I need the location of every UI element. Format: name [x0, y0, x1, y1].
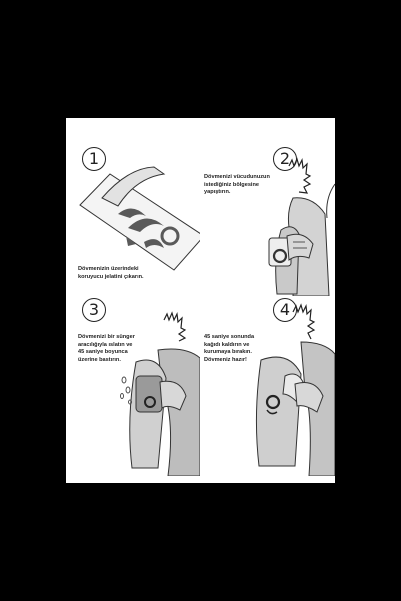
letterbox-top — [0, 0, 401, 118]
step-4-number: 4 — [273, 298, 297, 322]
water-drops-icon — [121, 377, 132, 404]
step-3-panel — [66, 298, 200, 476]
step-3-line-2: aracılığıyla ıslatın ve — [78, 341, 133, 348]
step-1-line-2: koruyucu jelatini çıkarın. — [78, 273, 144, 280]
step-2-line-1: Dövmenizi vücudunuzun — [204, 174, 270, 180]
step-2-line-3: yapıştırın. — [204, 189, 231, 196]
step-4-line-3: kurumaya bırakın. — [204, 349, 252, 356]
step-2-line-2: istediğiniz bölgesine — [204, 181, 260, 188]
step-4-line-2: kağıdı kaldırın ve — [204, 341, 250, 348]
step-1-line-1: Dövmenizin üzerindeki — [78, 266, 139, 272]
letterbox-bottom — [0, 483, 401, 601]
step-1-panel — [66, 118, 200, 296]
peel-paper-illustration — [201, 298, 335, 476]
step-4-panel — [201, 298, 335, 476]
step-3-number: 3 — [82, 298, 106, 322]
instruction-sheet — [66, 118, 335, 483]
step-3-line-1: Dövmenizi bir sünger — [78, 334, 135, 340]
step-3-line-3: 45 saniye boyunca — [78, 349, 128, 356]
step-2-panel — [201, 118, 335, 296]
step-3-line-4: üzerine bastırın. — [78, 356, 121, 363]
apply-tattoo-illustration — [201, 118, 335, 296]
step-4-line-4: Dövmeniz hazır! — [204, 356, 247, 363]
press-sponge-illustration — [66, 298, 200, 476]
step-1-number: 1 — [82, 147, 106, 171]
step-2-number: 2 — [273, 147, 297, 171]
step-4-line-1: 45 saniye sonunda — [204, 334, 255, 340]
